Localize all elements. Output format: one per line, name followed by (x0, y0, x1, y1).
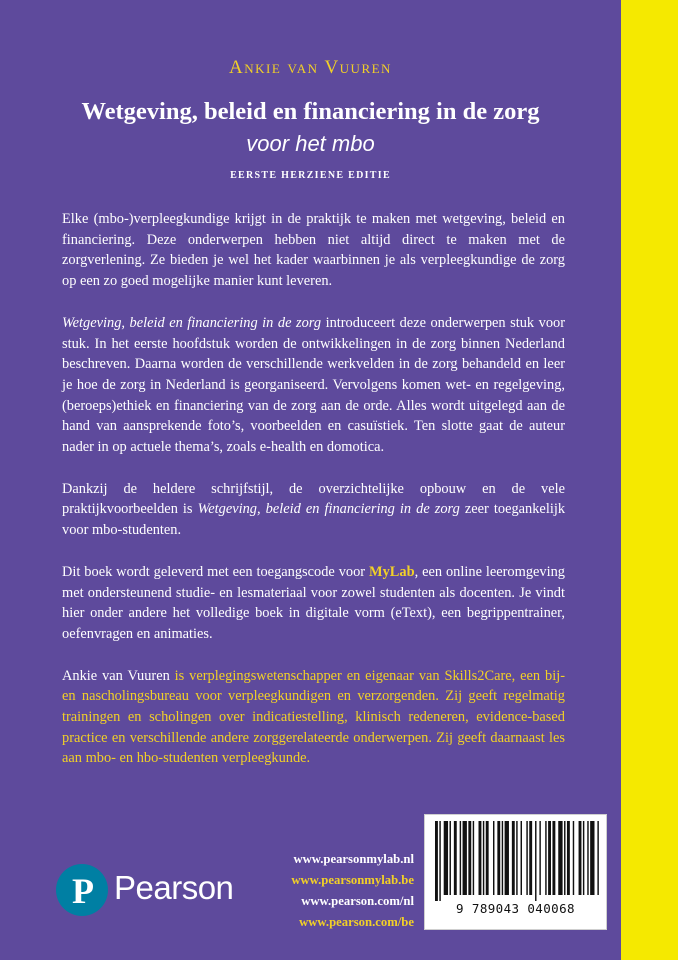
barcode-bar (468, 821, 471, 895)
blurb-paragraph-4 (62, 562, 565, 645)
blurb-paragraph-3-start: Dankzij de heldere schrijfstijl, de overzichtelijke opbouw en de vele praktijkvoorbeelden is (62, 480, 565, 518)
mylab-highlight: MyLab (369, 563, 415, 580)
pearson-wordmark: Pearson (114, 869, 234, 906)
barcode-bar (479, 821, 482, 895)
barcode-bar (545, 821, 546, 895)
barcode-bar (516, 821, 517, 895)
barcode-bar (539, 821, 540, 895)
barcode-bar (483, 821, 484, 895)
url-pearson-be[interactable]: www.pearson.com/be (299, 915, 414, 929)
blurb-paragraph-4-end: , een online leeromgeving met ondersteunend studie- en lesmateriaal voor zowel studenten als docenten. Je vindt hier onder andere het volledige boek in digitale vorm (eText), een begrippentrainer, oefenvragen en animaties. (62, 563, 565, 642)
publisher-urls (244, 849, 414, 933)
barcode-bar (558, 821, 562, 895)
barcode-bar (435, 821, 438, 901)
barcode (424, 814, 607, 930)
blurb-paragraph-1: Elke (mbo-)verpleegkundige krijgt in de praktijk te maken met wetgeving, beleid en financiering. Deze onderwerpen hebben niet altijd direct te maken met de zorgverlening. Ze bieden je wel het kader waarbinnen je als verpleegkundige de zorg op een zo goed mogelijke manier kunt leveren. (62, 211, 565, 290)
barcode-bar (564, 821, 565, 895)
barcode-bar (486, 821, 489, 895)
barcode-bar (590, 821, 594, 895)
barcode-bar (587, 821, 588, 895)
barcode-bar (497, 821, 500, 895)
blurb-paragraph-3-end: zeer toegankelijk voor mbo-studenten. (62, 501, 566, 539)
pearson-logo-letter: P (72, 871, 94, 911)
pearson-logo-icon (56, 864, 108, 916)
blurb-paragraph-2-text: introduceert deze onderwerpen stuk voor stuk. In het eerste hoofdstuk worden de ontwikkelingen in de zorg binnen Nederland beschreven. Daarna worden de verschillende werkvelden in de zorg behandeld en leer je hoe de zorg in Nederland is georganiseerd. Vervolgens komen wet- en regelgeving, (beroeps)ethiek en financiering van de zorg aan de orde. Alles wordt uitgelegd aan de hand van aansprekende foto’s, voorbeelden en casuïstiek. Ten slotte gaat de auteur nader in op actuele thema’s, zoals e-health en domotica. (62, 314, 565, 456)
barcode-bar (552, 821, 555, 895)
blurb-title-italic: Wetgeving, beleid en financiering in de zorg (62, 314, 322, 331)
yellow-spine-strip (621, 0, 678, 960)
barcode-bar (535, 821, 536, 901)
blurb-title-italic-2: Wetgeving, beleid en financiering in de zorg (197, 501, 460, 518)
blurb-paragraph-2 (62, 313, 565, 458)
barcode-bar (567, 821, 570, 895)
blurb-paragraph-3 (62, 479, 565, 541)
barcode-bar (460, 821, 461, 895)
barcode-bar (521, 821, 522, 895)
barcode-bar (505, 821, 509, 895)
book-title: Wetgeving, beleid en financiering in de zorg (81, 98, 540, 125)
barcode-bar (454, 821, 457, 895)
barcode-bar (548, 821, 551, 895)
barcode-bar (502, 821, 503, 895)
barcode-bar (597, 821, 598, 895)
author-bio (62, 666, 565, 770)
barcode-bar (573, 821, 574, 895)
barcode-bar (529, 821, 532, 895)
blurb-paragraph-4-start: Dit boek wordt geleverd met een toegangscode voor (62, 563, 370, 580)
barcode-bar (493, 821, 494, 895)
author-name: Ankie van Vuuren (229, 57, 392, 78)
barcode-bar (583, 821, 584, 895)
barcode-bar (526, 821, 527, 895)
barcode-bar (473, 821, 474, 895)
barcode-bar (463, 821, 467, 895)
barcode-bar (512, 821, 515, 895)
blurb (62, 209, 565, 790)
url-mylab-nl[interactable]: www.pearsonmylab.nl (293, 852, 414, 866)
barcode-bar (579, 821, 582, 895)
edition-label: EERSTE HERZIENE EDITIE (230, 170, 391, 181)
barcode-bar (444, 821, 448, 895)
barcode-bars (431, 821, 600, 901)
author-bio-text: is verplegingswetenschapper en eigenaar van Skills2Care, een bij- en nascholingsbureau voor verpleegkundigen en verzorgenden. Zij geeft regelmatig trainingen en scholingen over indicatiestelling, klinisch redeneren, evidence-based practice en verschillende andere zorggerelateerde onderwerpen. Zij geeft daarnaast les aan mbo- en hbo-studenten verpleegkunde. (62, 667, 565, 767)
author-bio-name: Ankie van Vuuren (62, 667, 170, 684)
url-pearson-nl[interactable]: www.pearson.com/nl (301, 894, 414, 908)
barcode-bar (439, 821, 440, 901)
book-subtitle: voor het mbo (246, 131, 375, 156)
barcode-bar (450, 821, 451, 895)
isbn-number: 9 789043 040068 (456, 901, 575, 916)
url-mylab-be[interactable]: www.pearsonmylab.be (291, 873, 414, 887)
